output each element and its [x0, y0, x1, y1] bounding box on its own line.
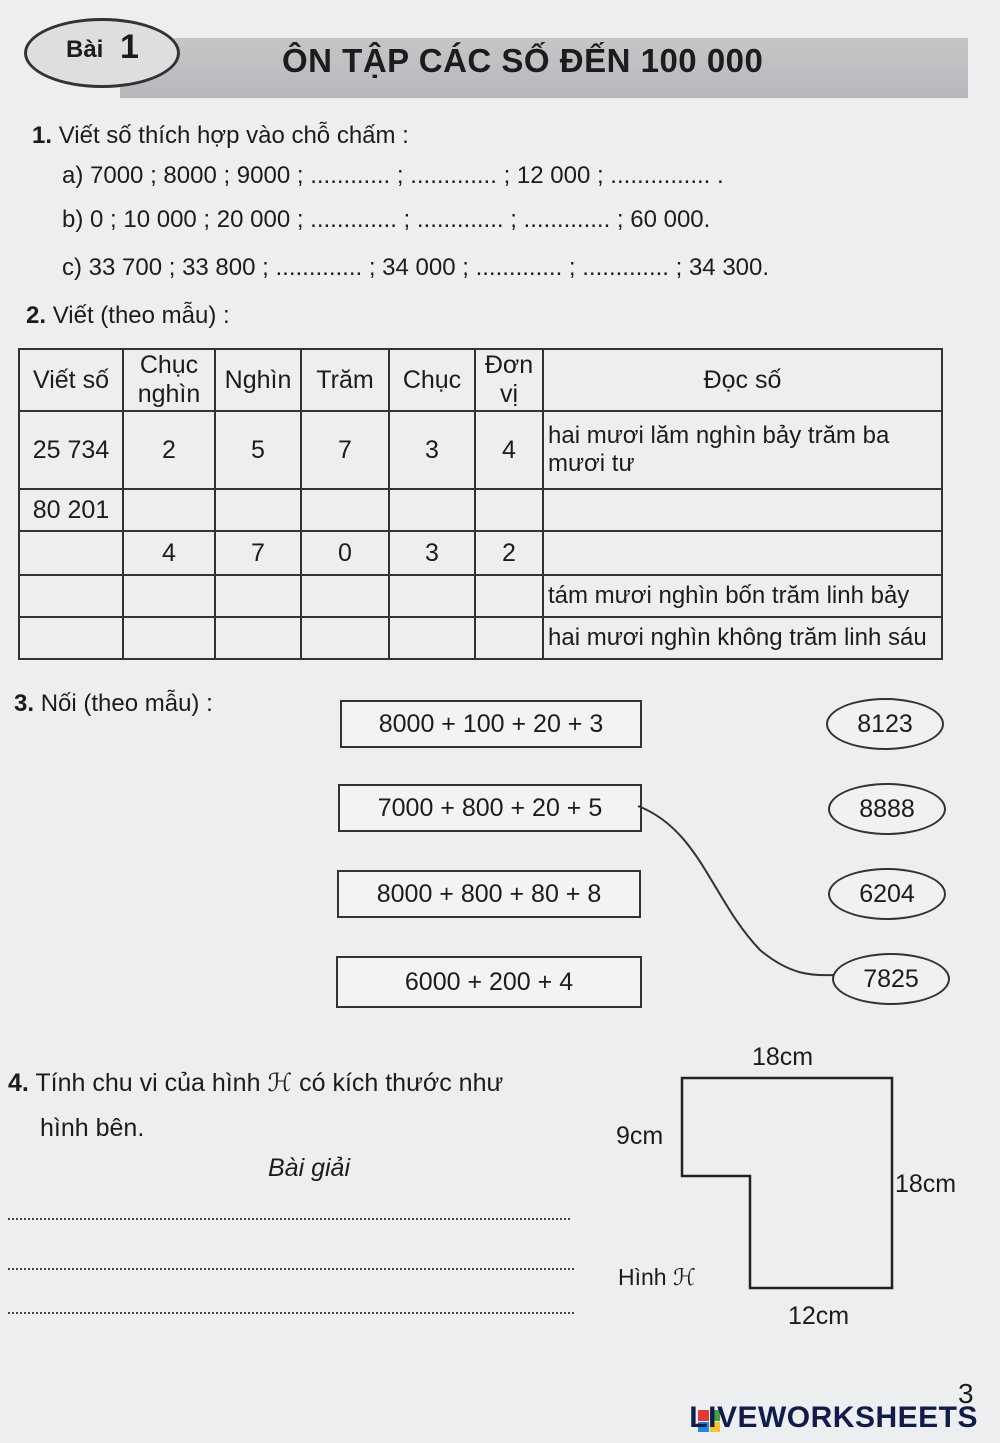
lesson-word: Bài — [66, 36, 104, 63]
header-tram: Trăm — [301, 349, 389, 411]
shape-h-outline — [682, 1078, 892, 1288]
shape-top-label: 18cm — [752, 1043, 814, 1071]
shape-bottom-label: 12cm — [788, 1302, 850, 1330]
header-chuc: Chục — [389, 349, 475, 411]
q4-prompt-line2: hình bên. — [40, 1114, 145, 1142]
table-cell: 7 — [215, 531, 301, 575]
table-cell: 4 — [123, 531, 215, 575]
table-cell-reading: hai mươi lăm nghìn bảy trăm ba mươi tư — [543, 411, 942, 489]
shape-right-label: 18cm — [895, 1170, 957, 1198]
expression-box-1[interactable]: 8000 + 100 + 20 + 3 — [340, 700, 642, 748]
answer-oval-2[interactable]: 8888 — [828, 783, 946, 835]
q1-number: 1. — [32, 122, 53, 149]
page-number: 3 — [958, 1378, 974, 1409]
table-cell: 7 — [301, 411, 389, 489]
q1-prompt: Viết số thích hợp vào chỗ chấm : — [58, 122, 409, 149]
header-nghin: Nghìn — [215, 349, 301, 411]
table-cell: 80 201 — [19, 489, 123, 531]
q3-prompt: Nối (theo mẫu) : — [40, 690, 213, 717]
shape-left-label: 9cm — [616, 1122, 664, 1150]
q4-number: 4. — [8, 1069, 29, 1097]
header-chuc-nghin: Chục nghìn — [123, 349, 215, 411]
q2-number: 2. — [26, 302, 47, 329]
expression-box-4[interactable]: 6000 + 200 + 4 — [336, 956, 642, 1008]
table-cell: 0 — [301, 531, 389, 575]
table-cell: 2 — [475, 531, 543, 575]
table-cell: 5 — [215, 411, 301, 489]
table-cell-reading: hai mươi nghìn không trăm linh sáu — [543, 617, 942, 659]
table-cell: 3 — [389, 411, 475, 489]
expression-box-2[interactable]: 7000 + 800 + 20 + 5 — [338, 784, 642, 832]
answer-oval-3[interactable]: 6204 — [828, 868, 946, 920]
table-cell-reading: tám mươi nghìn bốn trăm linh bảy — [543, 575, 942, 617]
watermark: LIVEWORKSHEETS — [689, 1401, 978, 1434]
table-cell: 25 734 — [19, 411, 123, 489]
q2-prompt: Viết (theo mẫu) : — [52, 302, 230, 329]
answer-oval-4[interactable]: 7825 — [832, 953, 950, 1005]
shape-name-label: Hình ℋ — [618, 1264, 696, 1290]
table-cell: 4 — [475, 411, 543, 489]
q1-line-b: b) 0 ; 10 000 ; 20 000 ; ............. ; ............. ; ............. ; 60 000. — [62, 206, 711, 233]
page-title: ÔN TẬP CÁC SỐ ĐẾN 100 000 — [282, 42, 764, 79]
solution-label: Bài giải — [268, 1154, 350, 1182]
q4-prompt-line1: Tính chu vi của hình ℋ có kích thước như — [35, 1069, 504, 1097]
q1-line-c: c) 33 700 ; 33 800 ; ............. ; 34 000 ; ............. ; ............. ; 34 300. — [62, 254, 770, 281]
q1-line-a: a) 7000 ; 8000 ; 9000 ; ............ ; ............. ; 12 000 ; ............... . — [62, 162, 724, 189]
lesson-number: 1 — [120, 28, 139, 66]
table-cell: 3 — [389, 531, 475, 575]
table-cell: 2 — [123, 411, 215, 489]
header-doc-so: Đọc số — [543, 349, 942, 411]
q3-number: 3. — [14, 690, 35, 717]
header-don-vi: Đơn vị — [475, 349, 543, 411]
expression-box-3[interactable]: 8000 + 800 + 80 + 8 — [337, 870, 641, 918]
answer-oval-1[interactable]: 8123 — [826, 698, 944, 750]
header-viet-so: Viết số — [19, 349, 123, 411]
